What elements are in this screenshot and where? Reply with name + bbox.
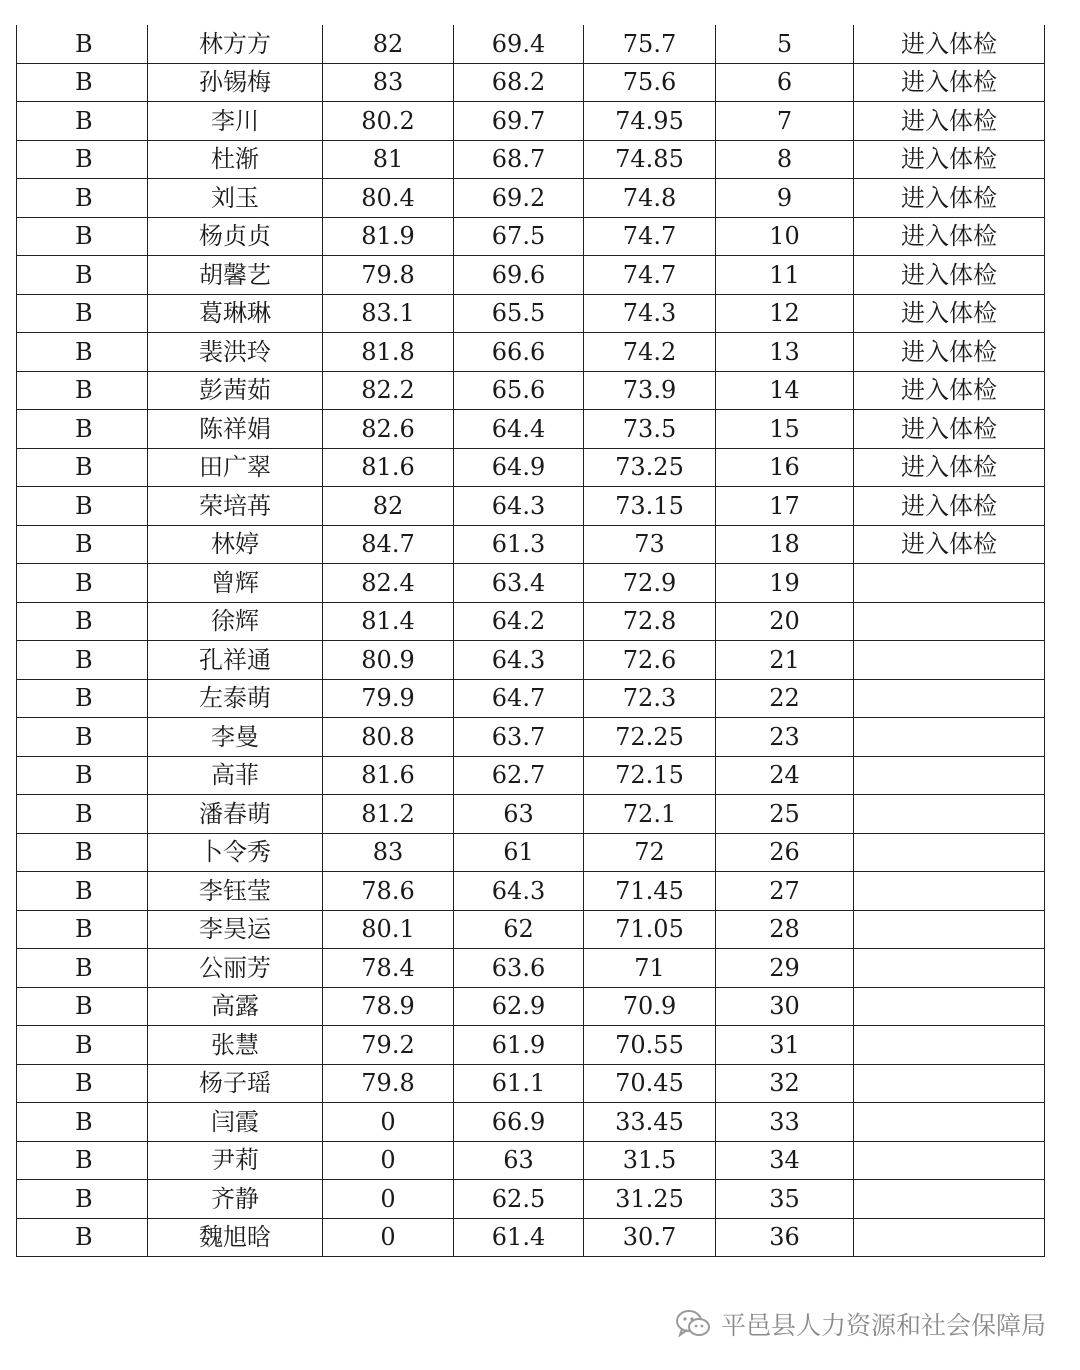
rank-cell: 18 [716,525,854,564]
rank-cell: 7 [716,102,854,141]
group-cell: B [17,1064,148,1103]
name-cell: 潘春萌 [148,795,323,834]
total-cell: 70.55 [584,1026,716,1065]
total-cell: 74.8 [584,179,716,218]
score-a-cell: 79.2 [323,1026,454,1065]
group-cell: B [17,641,148,680]
score-b-cell: 69.6 [454,256,584,295]
table-row [17,410,1045,449]
rank-cell: 16 [716,448,854,487]
group-cell: B [17,1103,148,1142]
score-b-cell: 64.3 [454,872,584,911]
group-cell: B [17,1218,148,1257]
table-row [17,25,1045,63]
total-cell: 71.45 [584,872,716,911]
rank-cell: 9 [716,179,854,218]
name-cell: 田广翠 [148,448,323,487]
group-cell: B [17,756,148,795]
name-cell: 葛琳琳 [148,294,323,333]
score-a-cell: 81.6 [323,756,454,795]
group-cell: B [17,410,148,449]
group-cell: B [17,1141,148,1180]
table-row [17,1026,1045,1065]
score-b-cell: 63.7 [454,718,584,757]
table-row [17,487,1045,526]
total-cell: 72.15 [584,756,716,795]
status-cell [854,1026,1045,1065]
total-cell: 72.25 [584,718,716,757]
score-a-cell: 84.7 [323,525,454,564]
total-cell: 31.5 [584,1141,716,1180]
source-watermark [675,1306,1046,1342]
score-b-cell: 63.4 [454,564,584,603]
rank-cell: 31 [716,1026,854,1065]
score-a-cell: 82 [323,487,454,526]
rank-cell: 33 [716,1103,854,1142]
score-b-cell: 64.3 [454,641,584,680]
name-cell: 曾辉 [148,564,323,603]
score-a-cell: 81.4 [323,602,454,641]
score-a-cell: 80.9 [323,641,454,680]
rank-cell: 8 [716,140,854,179]
score-b-cell: 65.5 [454,294,584,333]
total-cell: 72.1 [584,795,716,834]
group-cell: B [17,987,148,1026]
status-cell: 进入体检 [854,63,1045,102]
score-b-cell: 61.3 [454,525,584,564]
total-cell: 73.5 [584,410,716,449]
score-a-cell: 83.1 [323,294,454,333]
status-cell [854,564,1045,603]
results-table [16,25,1045,1257]
rank-cell: 12 [716,294,854,333]
score-b-cell: 69.4 [454,25,584,63]
total-cell: 73.25 [584,448,716,487]
status-cell: 进入体检 [854,256,1045,295]
name-cell: 魏旭晗 [148,1218,323,1257]
group-cell: B [17,140,148,179]
rank-cell: 20 [716,602,854,641]
table-row [17,217,1045,256]
rank-cell: 15 [716,410,854,449]
score-b-cell: 66.9 [454,1103,584,1142]
table-row [17,525,1045,564]
group-cell: B [17,602,148,641]
total-cell: 72.9 [584,564,716,603]
table-row [17,333,1045,372]
score-a-cell: 80.1 [323,910,454,949]
table-row [17,949,1045,988]
group-cell: B [17,525,148,564]
name-cell: 胡馨艺 [148,256,323,295]
group-cell: B [17,217,148,256]
name-cell: 齐静 [148,1180,323,1219]
score-a-cell: 80.8 [323,718,454,757]
name-cell: 公丽芳 [148,949,323,988]
group-cell: B [17,371,148,410]
score-a-cell: 78.9 [323,987,454,1026]
score-b-cell: 62.5 [454,1180,584,1219]
total-cell: 72.3 [584,679,716,718]
score-a-cell: 78.4 [323,949,454,988]
rank-cell: 5 [716,25,854,63]
table-row [17,1218,1045,1257]
status-cell [854,910,1045,949]
status-cell [854,872,1045,911]
table-row [17,987,1045,1026]
table-row [17,102,1045,141]
score-a-cell: 0 [323,1218,454,1257]
name-cell: 李曼 [148,718,323,757]
score-a-cell: 79.8 [323,256,454,295]
group-cell: B [17,564,148,603]
name-cell: 彭茜茹 [148,371,323,410]
total-cell: 31.25 [584,1180,716,1219]
score-a-cell: 81 [323,140,454,179]
rank-cell: 34 [716,1141,854,1180]
name-cell: 李川 [148,102,323,141]
score-a-cell: 81.8 [323,333,454,372]
results-body [17,25,1045,1257]
rank-cell: 24 [716,756,854,795]
score-a-cell: 81.9 [323,217,454,256]
total-cell: 75.7 [584,25,716,63]
name-cell: 陈祥娟 [148,410,323,449]
status-cell: 进入体检 [854,179,1045,218]
total-cell: 75.6 [584,63,716,102]
score-a-cell: 82.2 [323,371,454,410]
score-b-cell: 62 [454,910,584,949]
score-a-cell: 78.6 [323,872,454,911]
score-a-cell: 79.9 [323,679,454,718]
name-cell: 高露 [148,987,323,1026]
status-cell [854,1218,1045,1257]
name-cell: 孔祥通 [148,641,323,680]
group-cell: B [17,718,148,757]
group-cell: B [17,25,148,63]
table-row [17,718,1045,757]
status-cell [854,987,1045,1026]
total-cell: 74.3 [584,294,716,333]
score-a-cell: 0 [323,1180,454,1219]
rank-cell: 19 [716,564,854,603]
wechat-icon [675,1309,711,1339]
score-b-cell: 63 [454,795,584,834]
total-cell: 70.45 [584,1064,716,1103]
name-cell: 高菲 [148,756,323,795]
status-cell [854,1180,1045,1219]
total-cell: 71.05 [584,910,716,949]
group-cell: B [17,872,148,911]
name-cell: 卜令秀 [148,833,323,872]
table-row [17,679,1045,718]
total-cell: 74.7 [584,256,716,295]
score-a-cell: 0 [323,1141,454,1180]
status-cell [854,949,1045,988]
name-cell: 荣培苒 [148,487,323,526]
status-cell [854,795,1045,834]
score-b-cell: 64.9 [454,448,584,487]
rank-cell: 6 [716,63,854,102]
status-cell [854,1064,1045,1103]
table-row [17,1180,1045,1219]
score-b-cell: 64.2 [454,602,584,641]
score-a-cell: 80.2 [323,102,454,141]
total-cell: 73.9 [584,371,716,410]
score-a-cell: 80.4 [323,179,454,218]
total-cell: 30.7 [584,1218,716,1257]
rank-cell: 21 [716,641,854,680]
group-cell: B [17,333,148,372]
status-cell: 进入体检 [854,371,1045,410]
score-b-cell: 68.7 [454,140,584,179]
total-cell: 74.7 [584,217,716,256]
total-cell: 72 [584,833,716,872]
score-a-cell: 81.2 [323,795,454,834]
score-b-cell: 69.2 [454,179,584,218]
name-cell: 徐辉 [148,602,323,641]
group-cell: B [17,1026,148,1065]
score-a-cell: 83 [323,833,454,872]
status-cell: 进入体检 [854,333,1045,372]
total-cell: 70.9 [584,987,716,1026]
score-a-cell: 0 [323,1103,454,1142]
rank-cell: 27 [716,872,854,911]
status-cell [854,718,1045,757]
score-a-cell: 83 [323,63,454,102]
score-a-cell: 82.6 [323,410,454,449]
status-cell [854,641,1045,680]
score-b-cell: 61.4 [454,1218,584,1257]
score-a-cell: 81.6 [323,448,454,487]
group-cell: B [17,179,148,218]
table-row [17,294,1045,333]
name-cell: 杨子瑶 [148,1064,323,1103]
name-cell: 李钰莹 [148,872,323,911]
total-cell: 33.45 [584,1103,716,1142]
table-row [17,641,1045,680]
rank-cell: 23 [716,718,854,757]
name-cell: 林婷 [148,525,323,564]
rank-cell: 29 [716,949,854,988]
name-cell: 裴洪玲 [148,333,323,372]
name-cell: 林方方 [148,25,323,63]
rank-cell: 30 [716,987,854,1026]
total-cell: 73 [584,525,716,564]
score-b-cell: 66.6 [454,333,584,372]
rank-cell: 13 [716,333,854,372]
table-row [17,564,1045,603]
rank-cell: 26 [716,833,854,872]
name-cell: 张慧 [148,1026,323,1065]
status-cell: 进入体检 [854,102,1045,141]
name-cell: 杨贞贞 [148,217,323,256]
score-b-cell: 65.6 [454,371,584,410]
total-cell: 74.95 [584,102,716,141]
table-row [17,602,1045,641]
total-cell: 72.6 [584,641,716,680]
table-row [17,140,1045,179]
table-row [17,833,1045,872]
table-row [17,63,1045,102]
rank-cell: 36 [716,1218,854,1257]
total-cell: 74.85 [584,140,716,179]
score-b-cell: 64.4 [454,410,584,449]
score-b-cell: 68.2 [454,63,584,102]
group-cell: B [17,63,148,102]
table-row [17,1064,1045,1103]
status-cell: 进入体检 [854,140,1045,179]
status-cell: 进入体检 [854,487,1045,526]
name-cell: 闫霞 [148,1103,323,1142]
table-row [17,910,1045,949]
score-a-cell: 79.8 [323,1064,454,1103]
score-b-cell: 63.6 [454,949,584,988]
status-cell [854,1103,1045,1142]
name-cell: 孙锡梅 [148,63,323,102]
name-cell: 杜渐 [148,140,323,179]
table-row [17,1141,1045,1180]
score-b-cell: 67.5 [454,217,584,256]
group-cell: B [17,256,148,295]
table-row [17,448,1045,487]
score-a-cell: 82.4 [323,564,454,603]
score-b-cell: 64.7 [454,679,584,718]
group-cell: B [17,1180,148,1219]
group-cell: B [17,102,148,141]
rank-cell: 22 [716,679,854,718]
rank-cell: 25 [716,795,854,834]
group-cell: B [17,910,148,949]
total-cell: 71 [584,949,716,988]
name-cell: 左泰萌 [148,679,323,718]
rank-cell: 10 [716,217,854,256]
table-row [17,1103,1045,1142]
rank-cell: 32 [716,1064,854,1103]
total-cell: 73.15 [584,487,716,526]
status-cell: 进入体检 [854,448,1045,487]
total-cell: 72.8 [584,602,716,641]
score-b-cell: 61 [454,833,584,872]
table-row [17,179,1045,218]
score-b-cell: 64.3 [454,487,584,526]
table-row [17,256,1045,295]
status-cell: 进入体检 [854,410,1045,449]
score-b-cell: 69.7 [454,102,584,141]
score-b-cell: 62.7 [454,756,584,795]
group-cell: B [17,795,148,834]
status-cell [854,833,1045,872]
name-cell: 尹莉 [148,1141,323,1180]
rank-cell: 28 [716,910,854,949]
score-a-cell: 82 [323,25,454,63]
group-cell: B [17,294,148,333]
rank-cell: 35 [716,1180,854,1219]
table-row [17,371,1045,410]
score-b-cell: 62.9 [454,987,584,1026]
status-cell: 进入体检 [854,25,1045,63]
watermark-text: 平邑县人力资源和社会保障局 [720,1311,1046,1340]
status-cell: 进入体检 [854,294,1045,333]
score-b-cell: 61.1 [454,1064,584,1103]
total-cell: 74.2 [584,333,716,372]
score-b-cell: 63 [454,1141,584,1180]
rank-cell: 11 [716,256,854,295]
status-cell [854,756,1045,795]
table-row [17,872,1045,911]
status-cell [854,1141,1045,1180]
group-cell: B [17,949,148,988]
group-cell: B [17,833,148,872]
table-row [17,795,1045,834]
status-cell [854,602,1045,641]
name-cell: 刘玉 [148,179,323,218]
rank-cell: 14 [716,371,854,410]
group-cell: B [17,679,148,718]
status-cell: 进入体检 [854,525,1045,564]
rank-cell: 17 [716,487,854,526]
group-cell: B [17,487,148,526]
status-cell: 进入体检 [854,217,1045,256]
score-b-cell: 61.9 [454,1026,584,1065]
status-cell [854,679,1045,718]
name-cell: 李昊运 [148,910,323,949]
group-cell: B [17,448,148,487]
table-row [17,756,1045,795]
